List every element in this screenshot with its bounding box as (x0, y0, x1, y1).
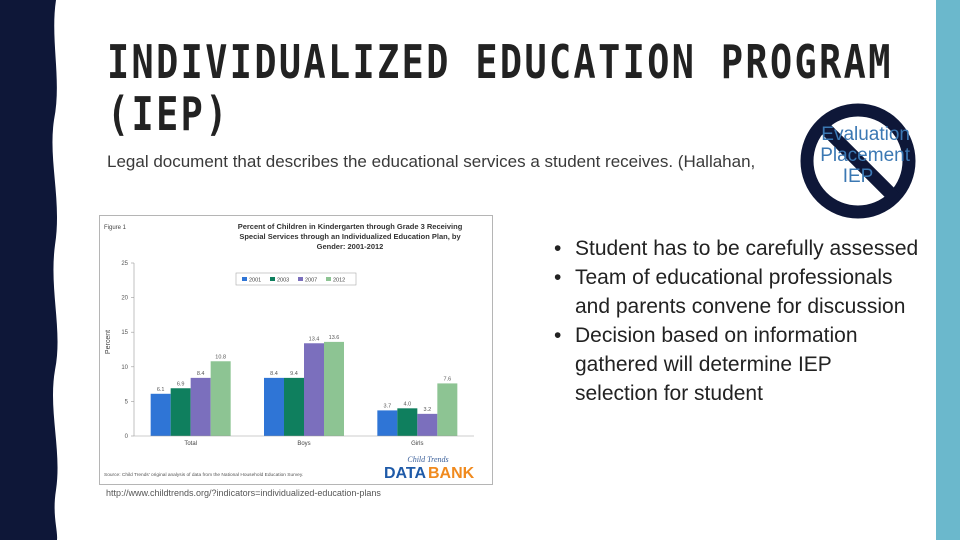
y-tick-label: 20 (121, 295, 128, 302)
bar-boys-2003 (284, 378, 304, 436)
bullet-list (540, 234, 920, 408)
bar-value-label: 3.7 (383, 403, 392, 410)
bar-value-label: 4.0 (403, 401, 412, 408)
x-tick-label: Total (184, 441, 198, 447)
chart-legend (236, 273, 356, 285)
bar-value-label: 7.6 (443, 376, 452, 383)
bar-value-label: 13.4 (308, 336, 320, 343)
bar-total-2003 (171, 388, 191, 436)
bar-total-2012 (211, 361, 231, 436)
chart-bars (151, 335, 458, 436)
bar-girls-2012 (437, 383, 457, 436)
bullet-item: • Team of educational professionals and parents convene for discussion (540, 263, 920, 321)
y-axis-label: Percent (105, 329, 112, 355)
x-tick-label: Girls (411, 441, 424, 447)
bar-value-label: 8.4 (270, 370, 278, 377)
bar-value-label: 6.1 (156, 386, 165, 393)
legend-swatch (326, 277, 331, 281)
bar-total-2007 (191, 378, 211, 436)
legend-label: 2003 (277, 277, 290, 284)
subtitle: Legal document that describes the educational services a student receives. (Hallahan, (107, 152, 756, 171)
chart-title-line-1: Percent of Children in Kindergarten through Grade 3 Receiving (237, 222, 463, 231)
databank-logo-bank: BANK (428, 465, 475, 482)
y-axis (121, 261, 134, 440)
process-step-iep: IEP (842, 166, 874, 187)
bar-total-2001 (151, 394, 171, 436)
process-steps (806, 124, 910, 187)
legend-label: 2001 (249, 277, 262, 284)
bullet-item: • Decision based on information gathered will determine IEP selection for student (540, 321, 920, 408)
bar-girls-2003 (397, 408, 417, 436)
iep-bar-chart (100, 216, 492, 484)
chart-title-line-2: Special Services through an Individualized Education Plan, by (239, 232, 461, 241)
databank-logo-data: DATA (384, 465, 427, 482)
bar-value-label: 6.9 (176, 381, 185, 388)
title-line-1: INDIVIDUALIZED EDUCATION PROGRAM (107, 35, 893, 89)
bar-girls-2007 (417, 414, 437, 436)
bar-boys-2007 (304, 343, 324, 436)
x-tick-label: Boys (297, 441, 311, 447)
bullet-item: • Student has to be carefully assessed (540, 234, 920, 263)
source-url: http://www.childtrends.org/?indicators=individualized-education-plans (106, 488, 381, 498)
legend-label: 2007 (305, 277, 318, 284)
y-tick-label: 10 (121, 364, 128, 371)
chart-title-line-3: Gender: 2001-2012 (316, 242, 384, 251)
legend-swatch (270, 277, 275, 281)
chart-figure (99, 215, 493, 485)
x-axis (134, 436, 474, 447)
bar-value-label: 3.2 (423, 406, 432, 413)
y-tick-label: 0 (124, 434, 128, 440)
y-tick-label: 25 (121, 261, 128, 267)
y-tick-label: 5 (124, 399, 128, 406)
legend-swatch (298, 277, 303, 281)
figure-label: Figure 1 (104, 225, 127, 231)
process-step-placement: Placement (820, 145, 910, 166)
bar-girls-2001 (377, 410, 397, 436)
legend-swatch (242, 277, 247, 281)
bar-value-label: 8.4 (196, 370, 205, 377)
bar-value-label: 9.4 (290, 370, 298, 377)
bar-value-label: 13.6 (328, 334, 340, 341)
y-tick-label: 15 (121, 330, 128, 337)
chart-title (238, 222, 463, 251)
bar-boys-2001 (264, 378, 284, 436)
process-step-evaluation: Evaluation (821, 124, 910, 145)
left-torn-band (0, 0, 60, 540)
bar-boys-2012 (324, 342, 344, 436)
legend-label: 2012 (333, 277, 346, 284)
right-accent-band (936, 0, 960, 540)
title-line-2: (IEP) (107, 87, 230, 141)
figure-source: Source: Child Trends' original analysis of data from the National Household Education Survey. (104, 473, 304, 478)
slide-title (107, 36, 893, 140)
databank-logo-top: Child Trends (407, 455, 449, 464)
bar-value-label: 10.8 (215, 354, 227, 361)
databank-logo (384, 455, 475, 482)
